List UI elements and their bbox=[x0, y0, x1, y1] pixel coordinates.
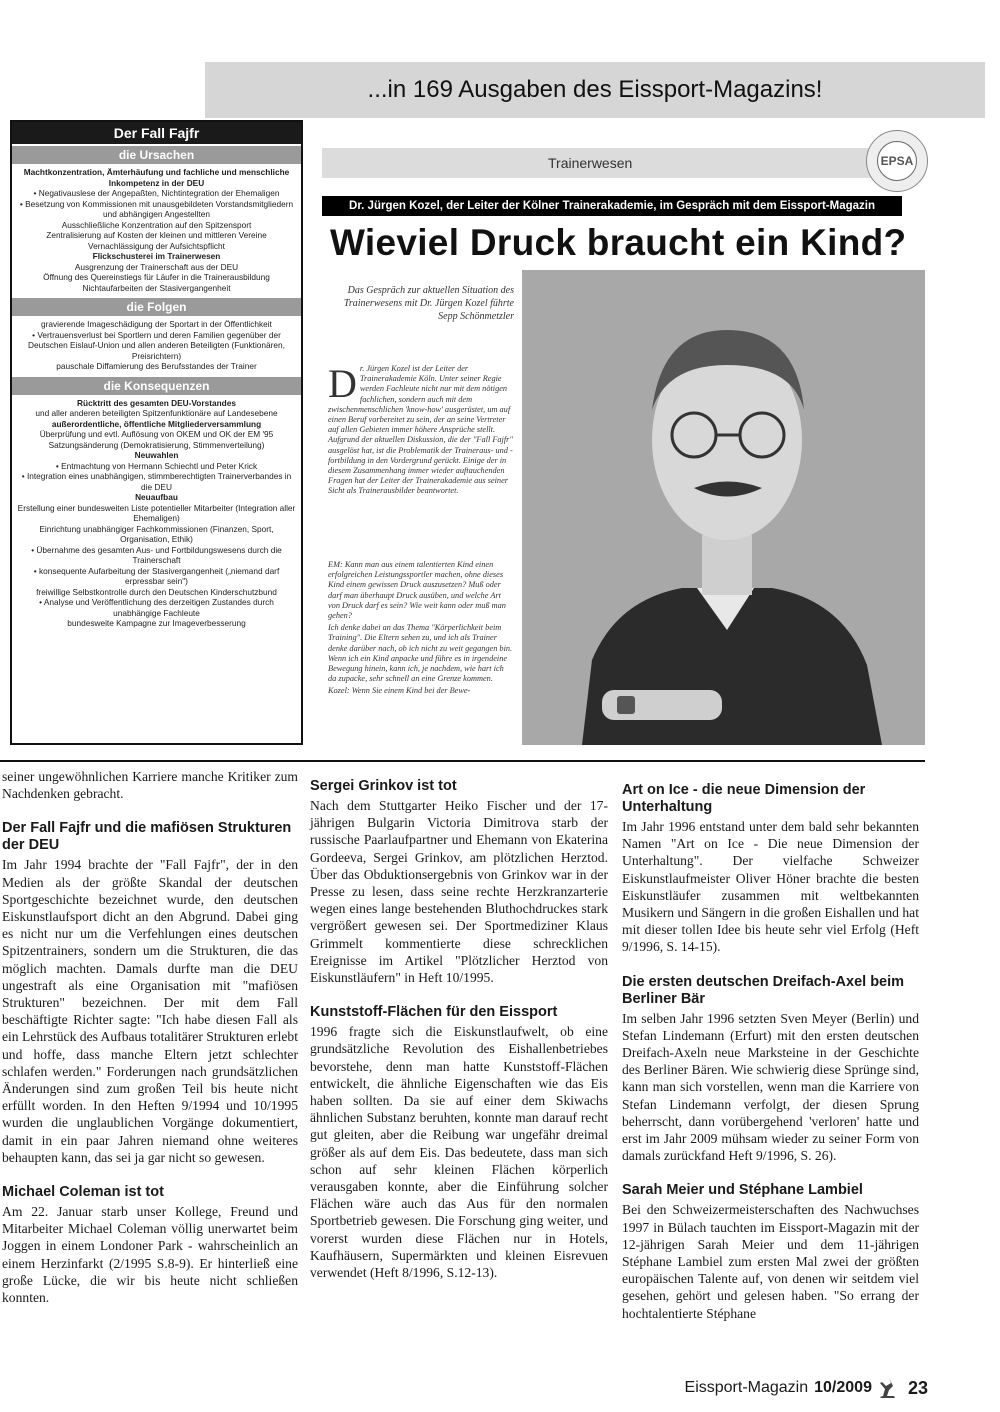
divider-rule bbox=[0, 760, 925, 762]
footer-issue: 10/2009 bbox=[814, 1379, 872, 1396]
fall-box-line: bundesweite Kampagne zur Imageverbesserung bbox=[67, 618, 246, 628]
fall-box-section-heading: die Ursachen bbox=[12, 146, 301, 164]
column-heading: Sergei Grinkov ist tot bbox=[310, 778, 457, 794]
article-kicker: Dr. Jürgen Kozel, der Leiter der Kölner Trainerakademie, im Gespräch mit dem Eissport-Magazin bbox=[322, 196, 902, 216]
spacer bbox=[2, 802, 298, 814]
column-paragraph: Im Jahr 1996 entstand unter dem bald sehr bekannten Namen "Art on Ice - Die neue Dimension der Unterhaltung". Der vielfache Schweizer Eiskunstlaufmeister Oliver Höner brachte die besten Eiskunstläufer zusammen mit weltbekannten Musikern und Sängern in die großen Eishallen und hat mit dieser tollen Idee bis heute sehr viel Erfolg (Heft 9/1996, S. 14-15). bbox=[622, 819, 919, 955]
fall-box-title: Der Fall Fajfr bbox=[12, 122, 301, 144]
page-number: 23 bbox=[907, 1377, 928, 1398]
interview-text bbox=[328, 560, 514, 699]
fall-box-section-body bbox=[12, 164, 301, 296]
page-banner: ...in 169 Ausgaben des Eissport-Magazins! bbox=[205, 62, 985, 118]
fall-box-line: • Übernahme des gesamten Aus- und Fortbildungswesens durch die Trainerschaft bbox=[31, 544, 282, 565]
fall-box-line: Überprüfung und evtl. Auflösung von OKEM und OK der EM '95 bbox=[39, 429, 274, 439]
fall-box-line: und aller anderen beteiligten Spitzenfunktionäre auf Landesebene bbox=[35, 408, 278, 418]
fall-box-line: Nichtaufarbeiten der Stasivergangenheit bbox=[82, 282, 231, 293]
epsa-badge-text: EPSA bbox=[877, 141, 917, 181]
column-paragraph: Im selben Jahr 1996 setzten Sven Meyer (Berlin) und Stefan Lindemann (Erfurt) mit den ersten deutschen Dreifach-Axeln neue Marksteine in der Geschichte des Berliner Bären. Wie schwierig diese Sprünge sind, kann man sich vorstellen, wenn man die Karriere von Stefan Lindemann verfolgt, der diesen Sprung beherrscht, dann vorübergehend 'verloren' hatte und erst im Jahr 2009 mühsam wieder zu seiner Form von damals zurückfand Heft 9/1996, S. 26). bbox=[622, 1010, 919, 1164]
column-1 bbox=[2, 768, 298, 1306]
fall-box-line: Öffnung des Quereinstiegs für Läufer in die Trainerausbildung bbox=[43, 272, 270, 282]
fall-box-line: Satzungsänderung (Demokratisierung, Stimmenverteilung) bbox=[48, 439, 265, 450]
column-heading: Die ersten deutschen Dreifach-Axel beim Berliner Bär bbox=[622, 973, 905, 1007]
footer-magazine: Eissport-Magazin bbox=[684, 1379, 809, 1396]
fall-box-line: • Entmachtung von Hermann Schiechtl und Peter Krick bbox=[55, 460, 258, 471]
interview-paragraph: Kozel: Wenn Sie einem Kind bei der Bewe- bbox=[328, 686, 471, 696]
interview-paragraph: Ich denke dabei an das Thema "Körperlichkeit beim Training". Die Eltern sehen zu, und ich als Trainer denke darüber nach, ob ich nicht zu weit gegangen bin. Wenn ich ein Kind anpacke und führe es in irgendeine Bewegung hinein, kann ich, je nachdem, wie hart ich da zupacke, sehr schnell an eine Grenze kommen. bbox=[328, 623, 513, 684]
column-heading: Kunststoff-Flächen für den Eissport bbox=[310, 1004, 558, 1021]
fall-box-section-body bbox=[12, 316, 301, 375]
portrait-photo bbox=[522, 270, 925, 745]
column-heading: Sarah Meier und Stéphane Lambiel bbox=[622, 1182, 863, 1199]
fall-box-sections bbox=[12, 146, 301, 632]
fall-box-line: Vernachlässigung der Aufsichtspflicht bbox=[88, 240, 225, 251]
fall-box-line: gravierende Imageschädigung der Sportart in der Öffentlichkeit bbox=[41, 319, 272, 329]
fall-box-line: Neuaufbau bbox=[135, 492, 178, 502]
fall-box-line: Rücktritt des gesamten DEU-Vorstandes bbox=[77, 397, 236, 408]
fall-box-section-body bbox=[12, 395, 301, 632]
fall-box-line: • Vertrauensverlust bei Sportlern und deren Familien gegenüber der Deutschen Eislauf-Union und allen anderen Beteiligten (Funktionären, Preisrichtern) bbox=[28, 329, 285, 361]
interview-paragraph: EM: Kann man aus einem talentierten Kind einen erfolgreichen Leistungssportler machen, ohne dieses Kind einem gewissen Druck auszusetzen? Muß oder darf man überhaupt Druck ausüben, und welche Art von Druck darf es sein? Wie weit kann oder muß man gehen? bbox=[328, 560, 506, 621]
column-3 bbox=[622, 776, 919, 1322]
fall-box-section-heading: die Konsequenzen bbox=[12, 377, 301, 395]
column-2 bbox=[310, 772, 608, 1281]
spacer bbox=[310, 986, 608, 998]
column-paragraph: Im Jahr 1994 brachte der "Fall Fajfr", der in den Medien als der größte Skandal der deutschen Sportgeschichte bezeichnet wurde, den deutschen Eiskunstlaufsport dicht an den Abgrund. Dabei ging es nicht nur um die Verfehlungen eines deutschen Spitzentrainers, sondern um die Strukturen, die das möglich machten. Damals durfte man die DEU ungestraft als eine Organisation mit "mafiösen Strukturen" bezeichnen. Der mit dem Fall beschäftigte Richter sagte: "Ich habe diesen Fall als ein Lehrstück des Aufbaus totalitärer Strukturen erlebt und hoffe, dass manche Eltern jetzt schlechter schlafen werden." Forderungen nach grundsätzlichen Änderungen sind zum großen Teil bis heute nicht erfüllt worden. In den Heften 9/1994 und 10/1995 wurden die unglaublichen Vorgänge dokumentiert, damit in ein paar Jahren niemand ohne weiteres behaupten kann, das sei ja gar nicht so gewesen. bbox=[2, 857, 298, 1165]
fall-fajfr-box bbox=[10, 120, 303, 745]
fall-box-line: Neuwahlen bbox=[134, 450, 179, 460]
drop-cap: D bbox=[328, 361, 357, 406]
article-intro bbox=[328, 361, 514, 497]
fall-box-line: Ausgrenzung der Trainerschaft aus der DEU bbox=[74, 261, 239, 272]
fall-box-line: pauschale Diffamierung des Berufsstandes der Trainer bbox=[56, 361, 257, 371]
column-paragraph: Bei den Schweizermeisterschaften des Nachwuchses 1997 in Bülach tauchten im Eissport-Magazin mit der 12-jährigen Sarah Meier und dem 11-jährigen Stéphane Lambiel zum ersten Mal zwei der größten europäischen Talente auf, von denen wir seitdem viel gesehen, gehört und gelesen haben. "So errang der hochtalentierte Stéphane bbox=[622, 1202, 919, 1321]
fall-box-line: Flickschusterei im Trainerwesen bbox=[92, 251, 221, 261]
column-heading: Art on Ice - die neue Dimension der Unterhaltung bbox=[622, 782, 866, 815]
fall-box-line: freiwillige Selbstkontrolle durch den Deutschen Kinderschutzbund bbox=[36, 586, 277, 597]
column-heading: Der Fall Fajfr und die mafiösen Strukturen der DEU bbox=[2, 820, 292, 854]
section-label: Trainerwesen bbox=[322, 148, 902, 178]
fall-box-line: Zentralisierung auf Kosten der kleinen und mittleren Vereine bbox=[46, 230, 267, 240]
fall-box-line: • Besetzung von Kommissionen mit unausgebildeten Vorstandsmitgliedern und abhängigen Angestellten bbox=[19, 198, 294, 219]
column-paragraph: 1996 fragte sich die Eiskunstlaufwelt, ob eine grundsätzliche Revolution des Eishallenbetriebes bevorstehe, denn man hatte Kunststoff-Flächen entwickelt, die ähnliche Eigenschaften wie das Eis haben sollten. Da sie auf einer dem Skiwachs ähnlichen Substanz beruhten, konnte man darauf recht gut gleiten, aber die Reibung war ungefähr dreimal größer als auf dem Eis. Das bedeutete, dass man sich schon auf sehr kleinen Flächen körperlich verausgaben konnte, aber die Einführung solcher Flächen wäre auch das Aus für den normalen Sportbetrieb gewesen. Die Forschung ging weiter, und vorerst wurden diese Flächen nur in Hotels, Kaufhäusern, Supermärkten und kleinen Eisrevuen verwendet (Heft 8/1996, S.12-13). bbox=[310, 1024, 608, 1281]
fall-box-line: außerordentliche, öffentliche Mitgliederversammlung bbox=[51, 418, 262, 429]
fall-box-line: Erstellung einer bundesweiten Liste potentieller Mitarbeiter (Integration aller Ehemaligen) bbox=[17, 502, 296, 523]
fall-box-line: Machtkonzentration, Ämterhäufung und fachliche und menschliche Inkompetenz in der DEU bbox=[23, 167, 290, 188]
spacer bbox=[622, 1164, 919, 1176]
fall-box-line: Einrichtung unabhängiger Fachkommissionen (Finanzen, Sport, Organisation, Ethik) bbox=[39, 523, 274, 544]
spacer bbox=[622, 956, 919, 968]
fall-box-line: • Integration eines unabhängigen, stimmberechtigten Trainerverbandes in die DEU bbox=[21, 471, 292, 492]
skater-icon bbox=[878, 1377, 898, 1399]
column-heading: Michael Coleman ist tot bbox=[2, 1184, 164, 1201]
portrait-illustration bbox=[522, 270, 925, 745]
fall-box-line: • konsequente Aufarbeitung der Stasivergangenheit („niemand darf erpressbar sein") bbox=[33, 565, 280, 586]
fall-box-line: • Negativauslese der Angepaßten, Nichtintegration der Ehemaligen bbox=[33, 188, 280, 198]
column-paragraph: Am 22. Januar starb unser Kollege, Freund und Mitarbeiter Michael Coleman völlig unerwartet beim Joggen in einem Londoner Park - wahrscheinlich an einem Herzinfarkt (2/1995 S.8-9). Er hinterließ eine große Lücke, die wir bis heute nicht schließen konnten. bbox=[2, 1204, 298, 1306]
fall-box-line: • Analyse und Veröffentlichung des derzeitigen Zustandes durch unabhängige Fachleute bbox=[39, 597, 274, 618]
page-footer bbox=[668, 1374, 928, 1402]
epsa-seal bbox=[866, 130, 928, 192]
column-paragraph: seiner ungewöhnlichen Karriere manche Kritiker zum Nachdenken gebracht. bbox=[2, 769, 298, 802]
article-lead: Das Gespräch zur aktuellen Situation des Trainerwesens mit Dr. Jürgen Kozel führte Sepp Schönmetzler bbox=[343, 285, 514, 322]
fall-box-line: Ausschließliche Konzentration auf den Spitzensport bbox=[61, 219, 252, 230]
spacer bbox=[2, 1166, 298, 1178]
article-headline: Wieviel Druck braucht ein Kind? bbox=[330, 222, 907, 263]
intro-text: r. Jürgen Kozel ist der Leiter der Trainerakademie Köln. Unter seiner Regie werden Fachleute nicht nur mit dem nötigen fachlichen, sondern auch mit dem zwischenmenschlichen 'know-how' ausgerüstet, um auf einen Beruf vorbereitet zu sein, der an seine Vertreter auf allen Gebieten immer höhere Ansprüche stellt. Aufgrund der aktuellen Diskussion, die der "Fall Fajfr" ausgelöst hat, ist die Problematik der Traineraus- und -fortbildung in den Vordergrund gerückt. Einige der in diesem Zusammenhang immer wieder auftauchenden Fragen hat der Leiter der Trainerakademie aus seiner Sicht als Trainerausbilder beantwortet. bbox=[328, 364, 513, 496]
fall-box-section-heading: die Folgen bbox=[12, 298, 301, 316]
column-paragraph: Nach dem Stuttgarter Heiko Fischer und der 17-jährigen Bulgarin Victoria Dimitrova starb der russische Paarlaufpartner und Ehemann von Ekaterina Gordeeva, Sergei Grinkov, am plötzlichen Herztod. Über das Obduktionsergebnis von Grinkov war in der Presse zu lesen, dass seine rechte Herzkranzarterie wegen eines lange bestehenden Bluthochdruckes stark vergrößert gewesen sei. Der Sportmediziner Klaus Grimmelt kommentierte diese schrecklichen Ereignisse im Artikel "Plötzlicher Herztod von Eiskunstläufern" in Heft 10/1995. bbox=[310, 798, 608, 986]
